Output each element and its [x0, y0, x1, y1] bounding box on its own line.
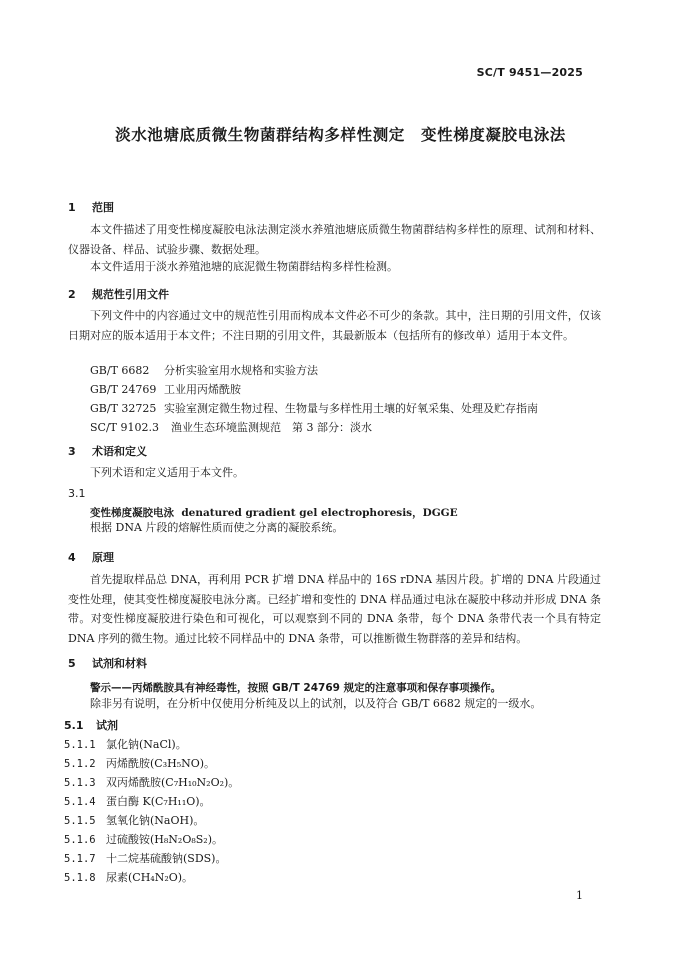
section-1-heading — [68, 199, 114, 215]
section-3-paragraph-1: 下列术语和定义适用于本文件。 — [90, 466, 244, 479]
reference-item — [90, 419, 372, 435]
reagent-item — [64, 831, 223, 847]
section-title: 试剂和材料 — [92, 657, 147, 670]
term-chinese: 变性梯度凝胶电泳 — [90, 507, 174, 519]
reagent-name: 蛋白酶 K(C₇H₁₁O)。 — [106, 795, 211, 808]
reagent-name: 十二烷基硫酸钠(SDS)。 — [106, 852, 227, 865]
reference-title: 实验室测定微生物过程、生物量与多样性用土壤的好氧采集、处理及贮存指南 — [164, 402, 538, 415]
reagent-number: 5.1.5 — [64, 815, 96, 827]
reference-code: SC/T 9102.3 — [90, 421, 159, 434]
reference-item — [90, 381, 241, 397]
reagent-name: 尿素(CH₄N₂O)。 — [106, 871, 194, 884]
reagent-item — [64, 793, 211, 809]
reference-item — [90, 362, 318, 378]
section-3-heading — [68, 443, 147, 459]
reagent-number: 5.1.2 — [64, 758, 96, 770]
subsection-title: 试剂 — [96, 719, 118, 732]
reagent-number: 5.1.6 — [64, 834, 96, 846]
reference-title: 工业用丙烯酰胺 — [164, 383, 241, 396]
section-number: 5 — [68, 657, 76, 670]
reagent-name: 氢氧化钠(NaOH)。 — [106, 814, 205, 827]
section-title: 范围 — [92, 201, 114, 214]
reference-code: GB/T 32725 — [90, 402, 157, 415]
reference-title: 渔业生态环境监测规范 第 3 部分：淡水 — [171, 421, 372, 434]
section-number: 1 — [68, 201, 76, 214]
section-number: 2 — [68, 288, 76, 301]
reagent-item — [64, 850, 226, 866]
subsection-5-1-heading — [64, 717, 118, 733]
section-1-paragraph-2: 本文件适用于淡水养殖池塘的底泥微生物菌群结构多样性检测。 — [90, 260, 398, 273]
reagent-item — [64, 755, 215, 771]
reagent-name: 丙烯酰胺(C₃H₅NO)。 — [106, 757, 216, 770]
section-2-paragraph-1: 下列文件中的内容通过文中的规范性引用而构成本文件必不可少的条款。其中，注日期的引用文件，仅该日期对应的版本适用于本文件；不注日期的引用文件，其最新版本（包括所有的修改单）适用于本文件。 — [68, 309, 601, 342]
reference-title: 分析实验室用水规格和实验方法 — [164, 364, 318, 377]
reagent-item — [64, 812, 204, 828]
page-number: 1 — [576, 889, 583, 902]
reagent-item — [64, 736, 187, 752]
reagent-name: 双丙烯酰胺(C₇H₁₀N₂O₂)。 — [106, 776, 240, 789]
reference-code: GB/T 6682 — [90, 364, 150, 377]
standard-number: SC/T 9451—2025 — [476, 66, 583, 79]
reagent-item — [64, 869, 193, 885]
reagent-name: 过硫酸铵(H₈N₂O₈S₂)。 — [106, 833, 223, 846]
reagent-item — [64, 774, 239, 790]
reference-code: GB/T 24769 — [90, 383, 157, 396]
section-4-paragraph-1: 首先提取样品总 DNA，再利用 PCR 扩增 DNA 样品中的 16S rDNA 基因片段。扩增的 DNA 片段通过变性处理，使其变性梯度凝胶电泳分离。已经扩增和变性的 DNA 样品通过电泳在凝胶中移动并形成 DNA 条带。对变性梯度凝胶进行染色和可视化，可以观察到不同的 DNA 条带，每个 DNA 条带代表一个具有特定 DNA 序列的微生物。通过比较不同样品中的 DNA 条带，可以推断微生物群落的差异和结构。 — [68, 573, 601, 645]
section-2-heading — [68, 286, 169, 302]
reagent-name: 氯化钠(NaCl)。 — [106, 738, 187, 751]
reagent-number: 5.1.4 — [64, 796, 96, 808]
reagent-number: 5.1.1 — [64, 739, 96, 751]
section-1-paragraph-1: 本文件描述了用变性梯度凝胶电泳法测定淡水养殖池塘底质微生物菌群结构多样性的原理、试剂和材料、仪器设备、样品、试验步骤、数据处理。 — [68, 223, 601, 256]
reference-item — [90, 400, 538, 416]
section-5-heading — [68, 655, 147, 671]
term-number: 3.1 — [68, 487, 86, 500]
warning-note: 警示——丙烯酰胺具有神经毒性，按照 GB/T 24769 规定的注意事项和保存事项操作。 — [90, 682, 502, 694]
section-title: 术语和定义 — [92, 445, 147, 458]
subsection-number: 5.1 — [64, 719, 84, 732]
section-title: 原理 — [92, 551, 114, 564]
reagent-number: 5.1.3 — [64, 777, 96, 789]
term-english: denatured gradient gel electrophoresis，DGGE — [181, 507, 458, 519]
section-number: 4 — [68, 551, 76, 564]
section-number: 3 — [68, 445, 76, 458]
section-4-heading — [68, 549, 114, 565]
term-definition: 根据 DNA 片段的熔解性质而使之分离的凝胶系统。 — [90, 521, 344, 534]
reagent-number: 5.1.7 — [64, 853, 96, 865]
section-title: 规范性引用文件 — [92, 288, 169, 301]
section-5-paragraph-1: 除非另有说明，在分析中仅使用分析纯及以上的试剂，以及符合 GB/T 6682 规定的一级水。 — [90, 697, 542, 710]
reagent-number: 5.1.8 — [64, 872, 96, 884]
document-title: 淡水池塘底质微生物菌群结构多样性测定 变性梯度凝胶电泳法 — [115, 126, 566, 144]
